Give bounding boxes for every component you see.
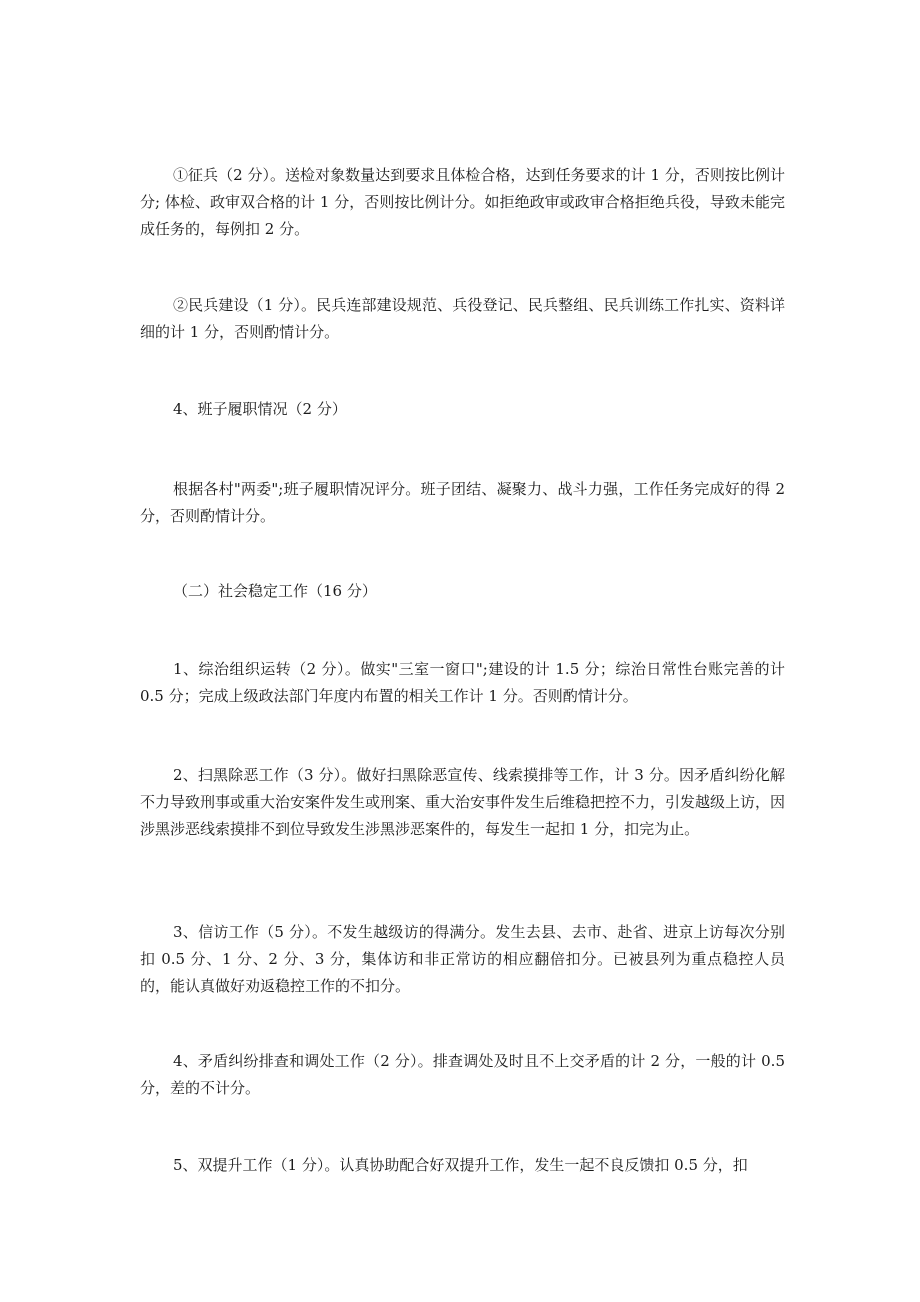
paragraph-dispute-mediation: 4、矛盾纠纷排查和调处工作（2 分）。排查调处及时且不上交矛盾的计 2 分，一般的计 0.5 分，差的不计分。 xyxy=(140,1052,785,1097)
heading-social-stability: （二）社会稳定工作（16 分） xyxy=(173,582,377,600)
paragraph-comprehensive-governance: 1、综治组织运转（2 分）。做实"三室一窗口";建设的计 1.5 分；综治日常性台账完善的计 0.5 分；完成上级政法部门年度内布置的相关工作计 1 分。否则酌情计分。 xyxy=(140,660,785,705)
paragraph-militia: ②民兵建设（1 分）。民兵连部建设规范、兵役登记、民兵整组、民兵训练工作扎实、资料详细的计 1 分，否则酌情计分。 xyxy=(140,296,785,341)
paragraph-team-performance: 根据各村"两委";班子履职情况评分。班子团结、凝聚力、战斗力强，工作任务完成好的得 2 分，否则酌情计分。 xyxy=(140,480,785,525)
paragraph-anti-crime: 2、扫黑除恶工作（3 分）。做好扫黑除恶宣传、线索摸排等工作，计 3 分。因矛盾纠纷化解不力导致刑事或重大治安案件发生或刑案、重大治安事件发生后维稳把控不力，引发越级上访，因涉黑涉恶线索摸排不到位导致发生涉黑涉恶案件的，每发生一起扣 1 分，扣完为止。 xyxy=(140,766,786,838)
paragraph-conscription: ①征兵（2 分）。送检对象数量达到要求且体检合格，达到任务要求的计 1 分，否则按比例计分; 体检、政审双合格的计 1 分，否则按比例计分。如拒绝政审或政审合格拒绝兵役，导致未能完成任务的，每例扣 2 分。 xyxy=(140,166,785,238)
paragraph-double-improvement: 5、双提升工作（1 分）。认真协助配合好双提升工作，发生一起不良反馈扣 0.5 分，扣 xyxy=(173,1156,748,1174)
paragraph-petition: 3、信访工作（5 分）。不发生越级访的得满分。发生去县、去市、赴省、进京上访每次分别扣 0.5 分、1 分、2 分、3 分，集体访和非正常访的相应翻倍扣分。已被县列为重点稳控人员的，能认真做好劝返稳控工作的不扣分。 xyxy=(140,923,785,995)
heading-team-performance: 4、班子履职情况（2 分） xyxy=(173,400,347,418)
